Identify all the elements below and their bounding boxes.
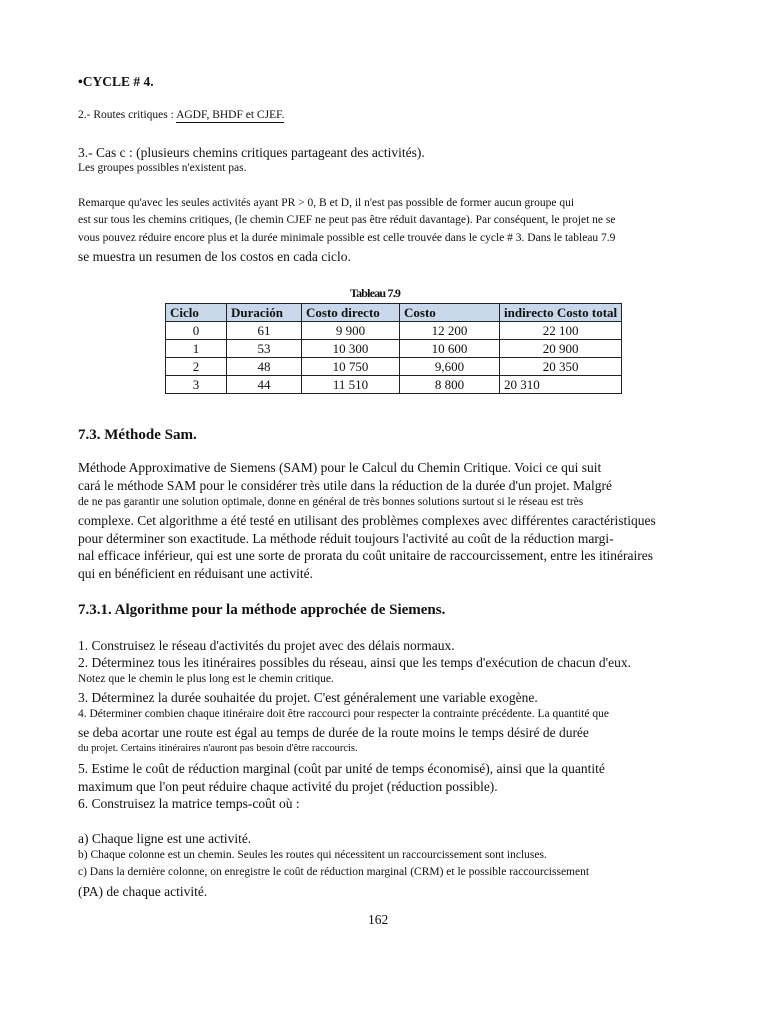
matrix-item-b: b) Chaque colonne est un chemin. Seules les routes qui nécessitent un raccourcissement sont incluses. — [78, 849, 547, 861]
sam-line-5: pour déterminer son exactitude. La méthode réduit toujours l'activité au coût de la réduction margi- — [78, 531, 614, 546]
matrix-item-c-cont: (PA) de chaque activité. — [78, 884, 208, 899]
cycle-heading: •CYCLE # 4. — [78, 74, 154, 89]
cost-summary-table — [165, 303, 622, 394]
section-heading-7-3-1: 7.3.1. Algorithme pour la méthode approchée de Siemens. — [78, 602, 446, 618]
header-costo: Costo — [400, 304, 500, 322]
table-row — [166, 340, 622, 358]
sam-line-7: qui en bénéficient en réduisant une activité. — [78, 566, 314, 581]
sam-line-3: de ne pas garantir une solution optimale, donne en général de très bonnes solutions surtout si le réseau est très — [78, 496, 584, 508]
cell-costo-indirecto: 9,600 — [400, 358, 500, 376]
remark-line-4: se muestra un resumen de los costos en cada ciclo. — [78, 249, 351, 264]
cell-duracion: 44 — [227, 376, 302, 394]
algo-step-4-cont: se deba acortar une route est égal au temps de durée de la route moins le temps désiré de durée — [78, 725, 589, 740]
remark-line-3: vous pouvez réduire encore plus et la durée minimale possible est celle trouvée dans le cycle # 3. Dans le tableau 7.9 — [78, 232, 616, 244]
sam-line-6: nal efficace inférieur, qui est une sorte de prorata du coût unitaire de raccourcissement, entre les itinéraires — [78, 548, 653, 563]
sam-line-1: Méthode Approximative de Siemens (SAM) pour le Calcul du Chemin Critique. Voici ce qui suit — [78, 460, 602, 475]
cell-duracion: 61 — [227, 322, 302, 340]
page-number: 162 — [368, 912, 389, 927]
header-costo-directo: Costo directo — [302, 304, 400, 322]
table-row — [166, 376, 622, 394]
cell-costo-total: 22 100 — [500, 322, 622, 340]
cell-duracion: 53 — [227, 340, 302, 358]
header-indirecto-total: indirecto Costo total — [500, 304, 622, 322]
algo-step-3: 3. Déterminez la durée souhaitée du projet. C'est généralement une variable exogène. — [78, 690, 538, 705]
remark-line-1: Remarque qu'avec les seules activités ayant PR > 0, B et D, il n'est pas possible de former aucun groupe qui — [78, 197, 575, 209]
matrix-item-a: a) Chaque ligne est une activité. — [78, 831, 252, 846]
matrix-item-c: c) Dans la dernière colonne, on enregistre le coût de réduction marginal (CRM) et le possible raccourcissement — [78, 866, 590, 878]
algo-step-1: 1. Construisez le réseau d'activités du projet avec des délais normaux. — [78, 638, 455, 653]
sam-line-2: cará le méthode SAM pour le considérer très utile dans la réduction de la durée d'un projet. Malgré — [78, 478, 612, 493]
cell-ciclo: 0 — [166, 322, 227, 340]
cell-costo-total: 20 350 — [500, 358, 622, 376]
critical-routes-line — [78, 110, 284, 122]
cell-costo-indirecto: 8 800 — [400, 376, 500, 394]
cell-ciclo: 3 — [166, 376, 227, 394]
sam-line-4: complexe. Cet algorithme a été testé en utilisant des problèmes complexes avec différentes caractéristiques — [78, 513, 656, 528]
header-duracion: Duración — [227, 304, 302, 322]
algo-step-6: 6. Construisez la matrice temps-coût où : — [78, 796, 300, 811]
cell-duracion: 48 — [227, 358, 302, 376]
table-header-row — [166, 304, 622, 322]
cell-costo-total: 20 310 — [500, 376, 622, 394]
algo-step-4: 4. Déterminer combien chaque itinéraire doit être raccourci pour respecter la contrainte précédente. La quantité que — [78, 708, 609, 720]
cell-costo-directo: 10 750 — [302, 358, 400, 376]
cell-ciclo: 2 — [166, 358, 227, 376]
algo-step-5: 5. Estime le coût de réduction marginal (coût par unité de temps économisé), ainsi que la quantité — [78, 761, 605, 776]
algo-note-2: Notez que le chemin le plus long est le chemin critique. — [78, 673, 334, 685]
algo-step-2: 2. Déterminez tous les itinéraires possibles du réseau, ainsi que les temps d'exécution de chacun d'eux. — [78, 655, 631, 670]
case-c-line: 3.- Cas c : (plusieurs chemins critiques partageant des activités). — [78, 145, 425, 160]
algo-step-5-cont: maximum que l'on peut réduire chaque activité du projet (réduction possible). — [78, 779, 498, 794]
header-ciclo: Ciclo — [166, 304, 227, 322]
groups-line: Les groupes possibles n'existent pas. — [78, 162, 247, 174]
routes-prefix: 2.- Routes critiques : — [78, 109, 177, 121]
remark-line-2: est sur tous les chemins critiques, (le chemin CJEF ne peut pas être réduit davantage). Par conséquent, le projet ne se — [78, 214, 616, 226]
cell-costo-total: 20 900 — [500, 340, 622, 358]
algo-step-4-note: du projet. Certains itinéraires n'auront pas besoin d'être raccourcis. — [78, 743, 358, 754]
cell-costo-directo: 11 510 — [302, 376, 400, 394]
cell-costo-directo: 10 300 — [302, 340, 400, 358]
cell-ciclo: 1 — [166, 340, 227, 358]
section-heading-7-3: 7.3. Méthode Sam. — [78, 427, 197, 443]
routes-value: AGDF, BHDF et CJEF. — [176, 109, 285, 121]
table-caption: Tableau 7.9 — [350, 286, 401, 300]
cell-costo-indirecto: 12 200 — [400, 322, 500, 340]
cell-costo-indirecto: 10 600 — [400, 340, 500, 358]
cell-costo-directo: 9 900 — [302, 322, 400, 340]
table-row — [166, 322, 622, 340]
table-row — [166, 358, 622, 376]
